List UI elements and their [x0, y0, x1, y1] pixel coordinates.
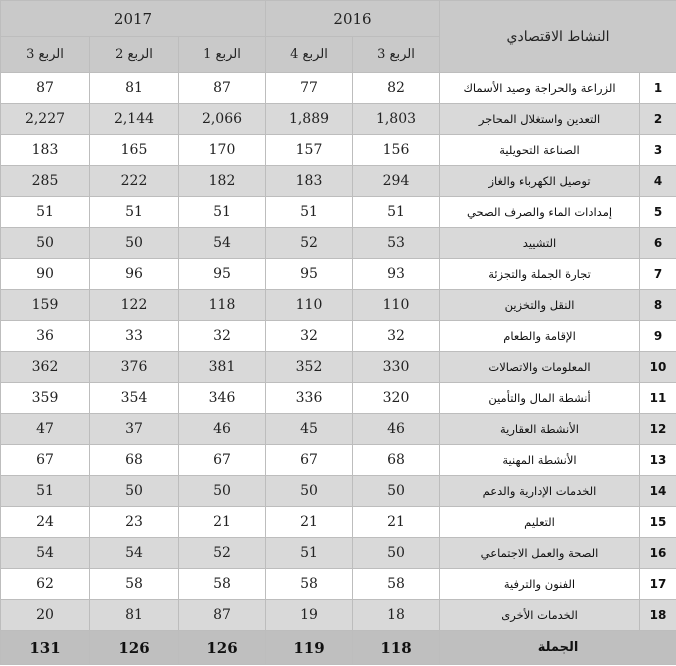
- value-cell: 2,144: [90, 104, 179, 135]
- value-cell: 54: [179, 228, 266, 259]
- value-cell: 336: [266, 383, 353, 414]
- table-row: [1, 507, 676, 538]
- value-cell: 2,227: [1, 104, 90, 135]
- value-cell: 1,889: [266, 104, 353, 135]
- quarter-header: الربع 1: [179, 37, 266, 73]
- row-index: 3: [640, 135, 676, 166]
- value-cell: 54: [90, 538, 179, 569]
- value-cell: 96: [90, 259, 179, 290]
- value-cell: 51: [266, 197, 353, 228]
- value-cell: 156: [353, 135, 440, 166]
- value-cell: 21: [266, 507, 353, 538]
- value-cell: 50: [353, 538, 440, 569]
- activity-name: إمدادات الماء والصرف الصحي: [440, 197, 640, 228]
- quarter-header: الربع 4: [266, 37, 353, 73]
- table-row: [1, 600, 676, 631]
- value-cell: 95: [266, 259, 353, 290]
- value-cell: 320: [353, 383, 440, 414]
- value-cell: 53: [353, 228, 440, 259]
- value-cell: 54: [1, 538, 90, 569]
- value-cell: 122: [90, 290, 179, 321]
- value-cell: 32: [353, 321, 440, 352]
- value-cell: 157: [266, 135, 353, 166]
- row-index: 18: [640, 600, 676, 631]
- value-cell: 32: [179, 321, 266, 352]
- value-cell: 52: [266, 228, 353, 259]
- table-row: [1, 383, 676, 414]
- value-cell: 51: [90, 197, 179, 228]
- activity-name: توصيل الكهرباء والغاز: [440, 166, 640, 197]
- table-row: [1, 259, 676, 290]
- value-cell: 50: [266, 476, 353, 507]
- value-cell: 165: [90, 135, 179, 166]
- quarter-header: الربع 3: [1, 37, 90, 73]
- value-cell: 21: [179, 507, 266, 538]
- value-cell: 46: [353, 414, 440, 445]
- value-cell: 58: [179, 569, 266, 600]
- activity-name: التشييد: [440, 228, 640, 259]
- table-row: [1, 166, 676, 197]
- row-index: 13: [640, 445, 676, 476]
- activity-name: النقل والتخزين: [440, 290, 640, 321]
- value-cell: 77: [266, 73, 353, 104]
- value-cell: 45: [266, 414, 353, 445]
- value-cell: 118: [179, 290, 266, 321]
- value-cell: 81: [90, 600, 179, 631]
- value-cell: 58: [266, 569, 353, 600]
- total-row: [1, 631, 676, 665]
- value-cell: 110: [353, 290, 440, 321]
- table-row: [1, 538, 676, 569]
- row-index: 1: [640, 73, 676, 104]
- value-cell: 24: [1, 507, 90, 538]
- value-cell: 183: [1, 135, 90, 166]
- table-row: [1, 414, 676, 445]
- value-cell: 33: [90, 321, 179, 352]
- value-cell: 354: [90, 383, 179, 414]
- value-cell: 52: [179, 538, 266, 569]
- value-cell: 51: [1, 197, 90, 228]
- value-cell: 50: [90, 228, 179, 259]
- value-cell: 47: [1, 414, 90, 445]
- value-cell: 1,803: [353, 104, 440, 135]
- value-cell: 346: [179, 383, 266, 414]
- activity-name: الصناعة التحويلية: [440, 135, 640, 166]
- value-cell: 32: [266, 321, 353, 352]
- total-value: 126: [179, 631, 266, 665]
- value-cell: 18: [353, 600, 440, 631]
- header-row-years: [1, 1, 676, 37]
- value-cell: 50: [179, 476, 266, 507]
- table-row: [1, 104, 676, 135]
- value-cell: 51: [179, 197, 266, 228]
- value-cell: 46: [179, 414, 266, 445]
- row-index: 5: [640, 197, 676, 228]
- activity-name: تجارة الجملة والتجزئة: [440, 259, 640, 290]
- row-index: 2: [640, 104, 676, 135]
- value-cell: 90: [1, 259, 90, 290]
- value-cell: 294: [353, 166, 440, 197]
- row-index: 12: [640, 414, 676, 445]
- total-value: 131: [1, 631, 90, 665]
- table-row: [1, 290, 676, 321]
- row-index: 17: [640, 569, 676, 600]
- row-index: 6: [640, 228, 676, 259]
- value-cell: 62: [1, 569, 90, 600]
- value-cell: 170: [179, 135, 266, 166]
- row-index: 8: [640, 290, 676, 321]
- total-value: 118: [353, 631, 440, 665]
- value-cell: 67: [266, 445, 353, 476]
- quarter-header: الربع 3: [353, 37, 440, 73]
- table-row: [1, 321, 676, 352]
- value-cell: 381: [179, 352, 266, 383]
- table-row: [1, 228, 676, 259]
- value-cell: 51: [266, 538, 353, 569]
- value-cell: 87: [179, 73, 266, 104]
- value-cell: 2,066: [179, 104, 266, 135]
- row-index: 9: [640, 321, 676, 352]
- table-row: [1, 197, 676, 228]
- activity-name: أنشطة المال والتأمين: [440, 383, 640, 414]
- value-cell: 68: [353, 445, 440, 476]
- year-header-2016: 2016: [266, 1, 440, 37]
- row-index: 16: [640, 538, 676, 569]
- row-index: 10: [640, 352, 676, 383]
- value-cell: 87: [1, 73, 90, 104]
- value-cell: 182: [179, 166, 266, 197]
- value-cell: 20: [1, 600, 90, 631]
- activity-name: الخدمات الإدارية والدعم: [440, 476, 640, 507]
- value-cell: 58: [353, 569, 440, 600]
- value-cell: 352: [266, 352, 353, 383]
- value-cell: 51: [353, 197, 440, 228]
- activity-name: المعلومات والاتصالات: [440, 352, 640, 383]
- row-index: 15: [640, 507, 676, 538]
- activity-name: التعدين واستغلال المحاجر: [440, 104, 640, 135]
- activity-name: الزراعة والحراجة وصيد الأسماك: [440, 73, 640, 104]
- value-cell: 23: [90, 507, 179, 538]
- value-cell: 159: [1, 290, 90, 321]
- activity-name: الصحة والعمل الاجتماعي: [440, 538, 640, 569]
- value-cell: 285: [1, 166, 90, 197]
- value-cell: 110: [266, 290, 353, 321]
- activity-name: التعليم: [440, 507, 640, 538]
- value-cell: 222: [90, 166, 179, 197]
- total-label: الجملة: [440, 631, 676, 665]
- row-index: 4: [640, 166, 676, 197]
- value-cell: 50: [90, 476, 179, 507]
- value-cell: 50: [1, 228, 90, 259]
- value-cell: 19: [266, 600, 353, 631]
- value-cell: 93: [353, 259, 440, 290]
- activity-name: الإقامة والطعام: [440, 321, 640, 352]
- value-cell: 359: [1, 383, 90, 414]
- table-body: [1, 73, 676, 631]
- row-index: 11: [640, 383, 676, 414]
- activity-name: الأنشطة المهنية: [440, 445, 640, 476]
- activity-name: الفنون والترفية: [440, 569, 640, 600]
- value-cell: 81: [90, 73, 179, 104]
- row-index: 14: [640, 476, 676, 507]
- value-cell: 58: [90, 569, 179, 600]
- value-cell: 50: [353, 476, 440, 507]
- activity-name: الأنشطة العقارية: [440, 414, 640, 445]
- year-header-2017: 2017: [1, 1, 266, 37]
- value-cell: 67: [1, 445, 90, 476]
- value-cell: 21: [353, 507, 440, 538]
- value-cell: 68: [90, 445, 179, 476]
- value-cell: 37: [90, 414, 179, 445]
- table-row: [1, 73, 676, 104]
- activity-header: النشاط الاقتصادي: [440, 1, 676, 73]
- value-cell: 376: [90, 352, 179, 383]
- table-row: [1, 135, 676, 166]
- table-row: [1, 445, 676, 476]
- table-row: [1, 476, 676, 507]
- table-row: [1, 569, 676, 600]
- value-cell: 51: [1, 476, 90, 507]
- table-row: [1, 352, 676, 383]
- activity-name: الخدمات الأخرى: [440, 600, 640, 631]
- value-cell: 87: [179, 600, 266, 631]
- value-cell: 82: [353, 73, 440, 104]
- total-value: 119: [266, 631, 353, 665]
- value-cell: 330: [353, 352, 440, 383]
- total-value: 126: [90, 631, 179, 665]
- quarter-header: الربع 2: [90, 37, 179, 73]
- value-cell: 36: [1, 321, 90, 352]
- value-cell: 67: [179, 445, 266, 476]
- value-cell: 95: [179, 259, 266, 290]
- row-index: 7: [640, 259, 676, 290]
- value-cell: 362: [1, 352, 90, 383]
- value-cell: 183: [266, 166, 353, 197]
